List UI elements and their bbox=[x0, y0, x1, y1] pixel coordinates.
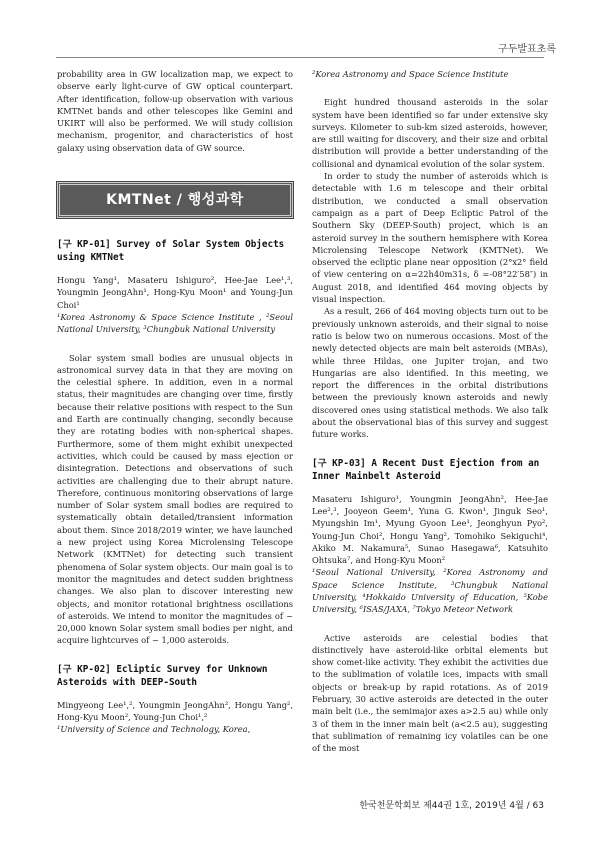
abstract-body-kp01: Solar system small bodies are unusual objects in astronomical survey data in that they are moving on the celestial sphere. In addition, even in a normal status, their magnitudes are changing over time, firstly because their relative positions with respect to the Sun and Earth are continually changing, secondly because they are rotating bodies with non-spherical shapes. Furthermore, some of them might exhibit unexpected activities, which could be caused by mass ejection or disintegration. Detections and observations of such activities are challenging due to their abrupt nature. Therefore, continuous monitoring observations of large number of Solar system small bodies are required to systematically obtain detailed/transient information about them. Since 2018/2019 winter, we have launched a new project using Korea Microlensing Telescope Network (KMTNet) for detecting such transient phenomena of Solar system objects. Our main goal is to monitor the magnitudes and detect sudden brightness changes. We also plan to discover interesting new objects, and monitor rotational brightness oscillations of asteroids. We intend to monitor the magnitudes of ~ 20,000 known Solar system small bodies per night, and acquire lightcurves of ~ 1,000 asteroids. bbox=[57, 352, 293, 646]
section-heading-title: KMTNet / 행성과학 bbox=[106, 191, 244, 208]
page-footer-citation: 한국천문학회보 제44권 1호, 2019년 4월 / 63 bbox=[359, 801, 544, 811]
abstract-body-kp02-p3: As a result, 266 of 464 moving objects turn out to be previously unknown asteroids, and their signal to noise ratio is below two on numerous occasions. Most of the newly detected objects are main belt asteroids (MBAs), while three Hildas, one Jupiter trojan, and two Hungarias are also identified. In this meeting, we report the differences in the orbital distributions between the previously known asteroids and newly discovered ones using statistical methods. We also talk about the observational bias of this survey and suggest future works. bbox=[312, 306, 548, 440]
left-column bbox=[57, 68, 293, 736]
affiliations-kp03: ¹Seoul National University, ²Korea Astronomy and Space Science Institute, ³Chungbuk National University, ⁴Hokkaido University of Education, ⁵Kobe University, ⁶ISAS/JAXA, ⁷Tokyo Meteor Network bbox=[312, 567, 548, 615]
right-column bbox=[312, 68, 548, 755]
abstract-body-kp03: Active asteroids are celestial bodies that distinctively have asteroid-like orbital elements but show comet-like activity. They exhibit the activities due to the sublimation of volatile ices, impacts with small objects or break-up by rapid rotations. As of 2019 February, 30 active asteroids are detected in the outer main belt (i.e., the semimajor axes a>2.5 au) while only 3 of them in the inner main belt (a<2.5 au), suggesting that sublimation of remaining icy volatiles can be one of the most bbox=[312, 632, 548, 754]
abstract-title-kp01: [구 KP-01] Survey of Solar System Objects using KMTNet bbox=[57, 239, 285, 264]
section-heading-box bbox=[57, 182, 293, 218]
abstract-body-kp02-p2: In order to study the number of asteroids which is detectable with 1.6 m telescope and their orbital distribution, we conducted a small observation campaign as a part of Deep Ecliptic Patrol of the Southern Sky (DEEP-South) project, which is an asteroid survey in the southern hemisphere with Korea Microlensing Telescope Network (KMTNet). We observed the ecliptic plane near opposition (2°x2° field of view centering on α=22h40m31s, δ =-08°22′58″) in August 2018, and identified 464 moving objects by visual inspection. bbox=[312, 171, 548, 305]
affiliations-kp02-part2: ²Korea Astronomy and Space Science Institute bbox=[312, 69, 509, 79]
running-header-label: 구두발표초록 bbox=[498, 44, 556, 55]
affiliations-kp01: ¹Korea Astronomy & Space Science Institute , ²Seoul National University, ³Chungbuk National University bbox=[57, 311, 293, 335]
continued-abstract-text: probability area in GW localization map, we expect to observe early light-curve of GW optical counterpart. After identification, follow-up observation with various KMTNet bands and other telescopes like Gemini and UKIRT will also be performed. We will study collision mechanism, progenitor, and characteristics of host galaxy using observation data of GW source. bbox=[57, 69, 293, 153]
affiliations-kp02-part1: ¹University of Science and Technology, Korea, bbox=[57, 724, 251, 735]
authors-kp01: Hongu Yang¹, Masateru Ishiguro², Hee-Jae Lee¹,³, Youngmin JeongAhn¹, Hong-Kyu Moon¹ and Young-Jun Choi¹ bbox=[57, 275, 293, 310]
abstract-title-kp02: [구 KP-02] Ecliptic Survey for Unknown Asteroids with DEEP-South bbox=[57, 663, 268, 688]
abstract-body-kp02-p1: Eight hundred thousand asteroids in the solar system have been identified so far under extensive sky surveys. Kilometer to sub-km sized asteroids, however, are still waiting for discovery, and their size and orbital distribution will provide a better understanding of the collisional and dynamical evolution of the solar system. bbox=[312, 97, 548, 169]
header-rule bbox=[56, 57, 544, 58]
authors-kp02: Mingyeong Lee¹,², Youngmin JeongAhn², Hongu Yang², Hong-Kyu Moon², Young-Jun Choi¹,² bbox=[57, 699, 293, 722]
abstract-title-kp03: [구 KP-03] A Recent Dust Ejection from an Inner Mainbelt Asteroid bbox=[312, 457, 540, 482]
authors-kp03: Masateru Ishiguro¹, Youngmin JeongAhn², Hee-Jae Lee²,³, Jooyeon Geem¹, Yuna G. Kwon¹, Jinguk Seo¹, Myungshin Im¹, Myung Gyoon Lee¹, Jeonghyun Pyo², Young-Jun Choi², Hongu Yang², Tomohiko Sekiguchi⁴, Akiko M. Nakamura⁵, Sunao Hasegawa⁶, Katsuhito Ohtsuka⁷, and Hong-Kyu Moon² bbox=[312, 493, 548, 566]
